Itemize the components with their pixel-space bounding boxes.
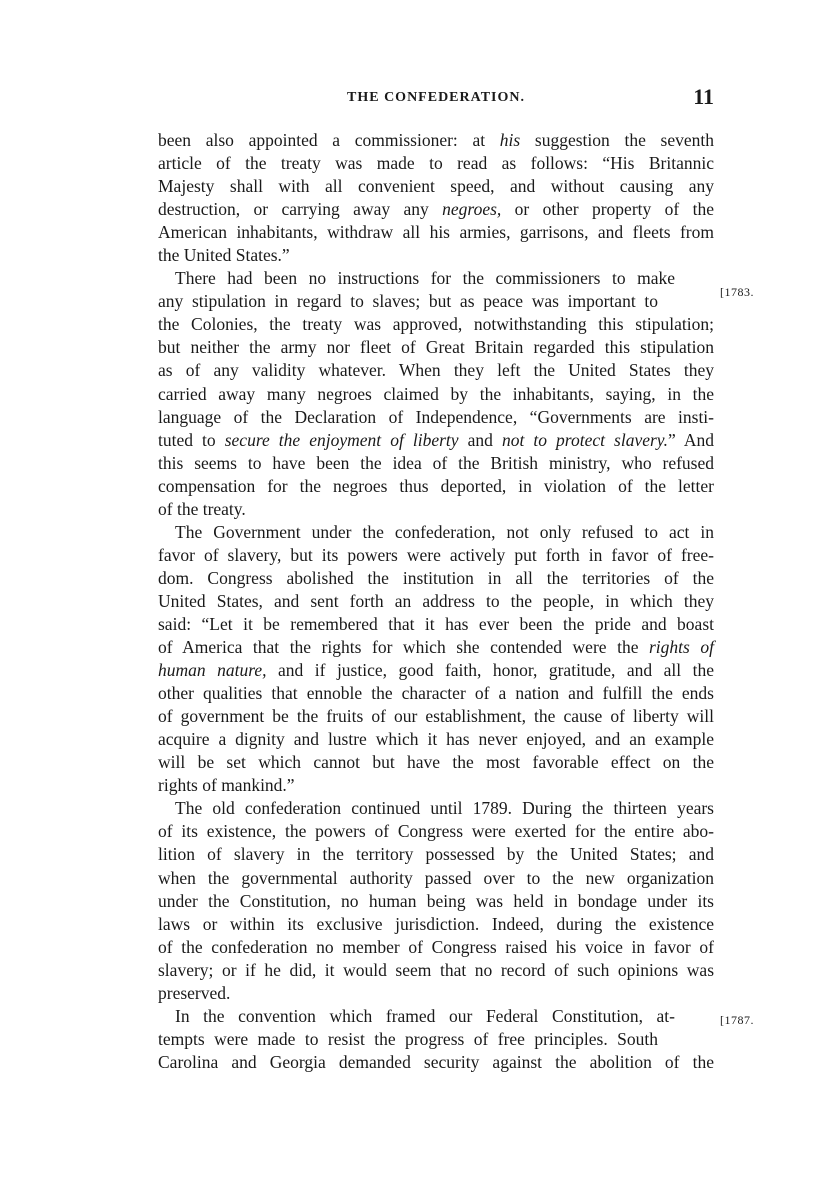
text-line: tempts were made to resist the progress of free principles. South xyxy=(158,1028,658,1049)
text-line: any stipulation in regard to slaves; but as peace was important to xyxy=(158,291,658,312)
text-line: The Government under the confederation, not only refused to act in xyxy=(175,521,714,542)
italic-text: his xyxy=(499,130,521,150)
text-line: carried away many negroes claimed by the inhabitants, saying, in the xyxy=(158,383,714,404)
italic-text: not to protect slavery. xyxy=(501,429,668,450)
text-run: ” And xyxy=(667,429,714,450)
text-line: favor of slavery, but its powers were actively put forth in favor of free- xyxy=(158,544,714,565)
text-line: Majesty shall with all convenient speed, and without causing any xyxy=(158,176,714,197)
text-line: of the treaty. xyxy=(158,498,246,519)
margin-date-note: [1787. xyxy=(720,1013,754,1027)
text-run: suggestion the seventh xyxy=(520,130,714,150)
page-number: 11 xyxy=(693,84,714,109)
text-line: under the Constitution, no human being was held in bondage under its xyxy=(158,890,714,911)
running-head-title: THE CONFEDERATION. xyxy=(347,90,525,105)
text-line: said: “Let it be remembered that it has ever been the pride and boast xyxy=(158,613,714,634)
text-line: of its existence, the powers of Congress were exerted for the entire abo- xyxy=(158,821,714,842)
text-run: of America that the rights for which she contended were the xyxy=(158,637,649,658)
text-line: American inhabitants, withdraw all his armies, garrisons, and fleets from xyxy=(158,222,714,243)
text-line: this seems to have been the idea of the British ministry, who refused xyxy=(158,452,714,473)
text-line: compensation for the negroes thus deported, in violation of the letter xyxy=(158,475,714,496)
text-line: lition of slavery in the territory possessed by the United States; and xyxy=(158,844,714,865)
text-line: United States, and sent forth an address to the people, in which they xyxy=(158,590,714,611)
italic-text: negroes, xyxy=(442,199,502,220)
text-line: the Colonies, the treaty was approved, notwithstanding this stipulation; xyxy=(158,314,714,335)
text-line: The old confederation continued until 1789. During the thirteen years xyxy=(175,798,714,819)
text-line: Carolina and Georgia demanded security against the abolition of the xyxy=(158,1051,714,1072)
margin-date-note: [1783. xyxy=(720,285,754,299)
text-line: the United States.” xyxy=(158,245,290,266)
text-line: rights of mankind.” xyxy=(158,775,295,796)
text-run: tuted to xyxy=(158,429,225,450)
text-line: acquire a dignity and lustre which it has never enjoyed, and an example xyxy=(158,729,714,750)
text-line: In the convention which framed our Federal Constitution, at- xyxy=(175,1005,675,1026)
text-line: slavery; or if he did, it would seem that no record of such opinions was xyxy=(158,959,714,980)
text-line: but neither the army nor fleet of Great Britain regarded this stipulation xyxy=(158,337,714,358)
text-run: been also appointed a commissioner: at xyxy=(158,130,500,150)
text-line: other qualities that ennoble the character of a nation and fulfill the ends xyxy=(158,683,714,704)
italic-text: human nature, xyxy=(158,660,267,681)
text-line xyxy=(158,198,714,221)
text-line: There had been no instructions for the commissioners to make xyxy=(175,268,675,289)
text-line: preserved. xyxy=(158,982,231,1003)
text-run: and if justice, good faith, honor, gratitude, and all the xyxy=(266,660,715,681)
text-run: or other property of the xyxy=(501,199,714,220)
text-line: language of the Declaration of Independence, “Governments are insti- xyxy=(158,406,714,427)
text-line xyxy=(158,129,714,152)
running-head xyxy=(158,84,714,114)
text-line: article of the treaty was made to read as follows: “His Britannic xyxy=(158,153,714,174)
text-line xyxy=(158,659,714,682)
italic-text: rights of xyxy=(649,637,714,658)
text-line: of government be the fruits of our establishment, the cause of liberty will xyxy=(158,706,714,727)
text-line xyxy=(158,636,714,659)
text-line: of the confederation no member of Congress raised his voice in favor of xyxy=(158,936,714,957)
text-line: as of any validity whatever. When they left the United States they xyxy=(158,360,714,381)
body-text xyxy=(158,129,714,1074)
text-line: will be set which cannot but have the most favorable effect on the xyxy=(158,752,714,773)
text-line xyxy=(158,429,714,452)
text-line: when the governmental authority passed over to the new organization xyxy=(158,867,714,888)
italic-text: secure the enjoyment of liberty xyxy=(224,429,459,450)
text-run: and xyxy=(458,429,502,450)
text-line: laws or within its exclusive jurisdiction. Indeed, during the existence xyxy=(158,913,714,934)
text-line: dom. Congress abolished the institution in all the territories of the xyxy=(158,567,714,588)
text-run: destruction, or carrying away any xyxy=(158,199,443,220)
